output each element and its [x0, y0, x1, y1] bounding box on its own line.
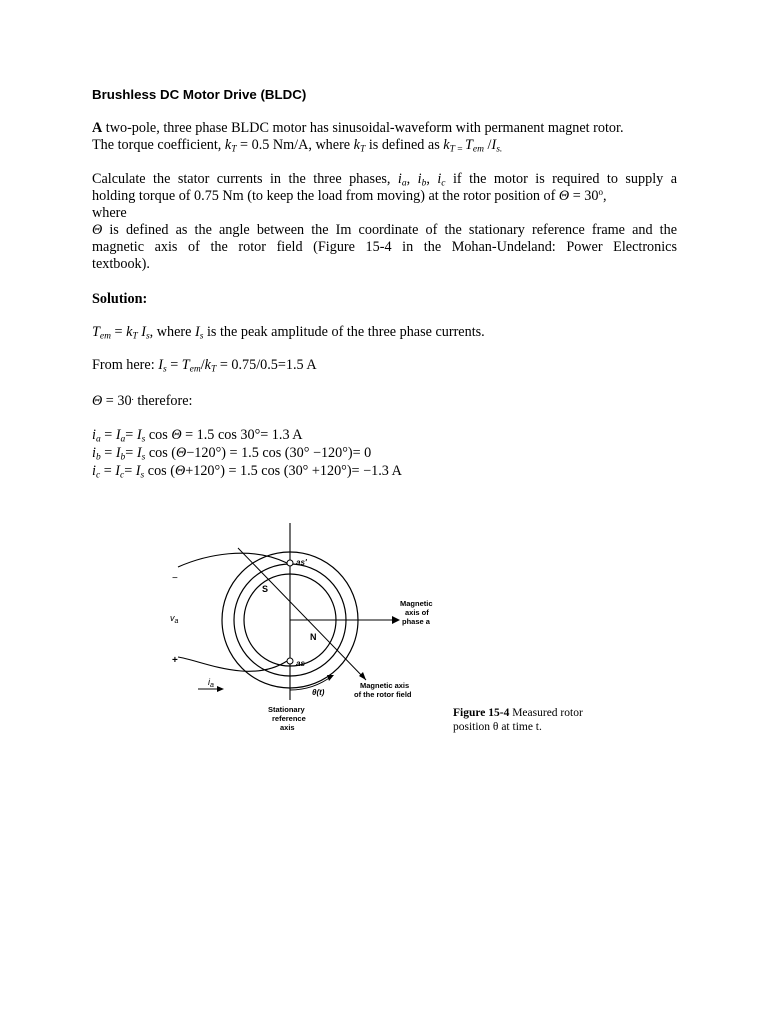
label-va-main: v — [170, 613, 175, 623]
intro-line-1-text: two-pole, three phase BLDC motor has sinusoidal-waveform with permanent magnet rotor. — [102, 120, 624, 136]
label-stationary-3: axis — [280, 723, 295, 732]
label-plus: + — [172, 655, 178, 666]
intro-line-2-c: is defined as — [365, 137, 444, 153]
phase-b-current: $i_b = I_b= I_s$ cos (Θ−120°) = 1.5 cos (30° −120°)= 0 — [92, 445, 372, 463]
question-line-2-b: = 30 — [569, 188, 599, 204]
intro-line-1 — [92, 120, 677, 137]
question-line-4-text: is defined as the angle between the Im coordinate of the stationary reference frame and the — [102, 222, 677, 238]
current-amplitude-value: = 0.75/0.5=1.5 A — [216, 357, 317, 373]
figure-caption-line-1 — [453, 706, 583, 720]
intro-paragraph — [92, 120, 677, 154]
question-line-5: magnetic axis of the rotor field (Figure 15-4 in the Mohan-Undeland: Power Electronics — [92, 239, 677, 255]
intro-lead-letter: A — [92, 120, 103, 136]
question-line-1-a: Calculate the stator currents in the three phases, — [92, 171, 398, 187]
document-heading: Brushless DC Motor Drive (BLDC) — [92, 87, 307, 102]
therefore-text: therefore: — [133, 393, 193, 409]
phase-a-value: = 1.5 cos 30°= 1.3 A — [185, 427, 303, 443]
figure-caption — [453, 706, 583, 734]
label-ia-main: i — [208, 677, 210, 687]
figure-caption-line-2: position θ at time t. — [453, 721, 542, 733]
intro-line-2: The torque coefficient, $k_T = 0.5$ Nm/A, where $k_T$ is defined as $k_{T =}$ $T_{em}$ $/I_{s.}$ — [92, 137, 503, 155]
theta-value-line: Θ = 30. therefore: — [92, 392, 193, 409]
label-theta-t: θ(t) — [312, 688, 325, 697]
label-north: N — [310, 632, 317, 642]
phase-a-current: $i_a = I_a= I_s$ cos Θ = 1.5 cos 30°= 1.3 A — [92, 427, 303, 445]
phase-b-value: ) = 1.5 cos (30° −120°)= 0 — [221, 445, 372, 461]
from-here-text: From here: — [92, 357, 159, 373]
question-line-4: Θ is defined as the angle between the Im coordinate of the stationary reference frame and the — [92, 222, 677, 238]
question-line-1-b: if the motor is required to supply a — [445, 171, 677, 187]
label-stationary-1: Stationary — [268, 705, 305, 714]
label-rotor-field-1: Magnetic axis — [360, 681, 410, 690]
current-amplitude-equation: From here: $I_s = T_{em}/k_T = 0.75/0.5=1.5$ A — [92, 357, 317, 375]
label-va-sub: a — [174, 618, 179, 625]
intro-line-2-a: The torque coefficient, — [92, 137, 225, 153]
question-paragraph — [92, 171, 677, 273]
phase-c-value: ) = 1.5 cos (30° +120°)= −1.3 A — [220, 463, 402, 479]
phase-c-current: $i_c = I_c= I_s$ cos (Θ+120°) = 1.5 cos (30° +120°)= −1.3 A — [92, 463, 402, 481]
intro-line-2-b: = 0.5 Nm/A, where — [236, 137, 354, 153]
label-minus: − — [172, 573, 178, 584]
label-as-prime: as' — [296, 558, 307, 567]
torque-equation: $T_{em} = k_T$ $I_s$, where $I_s$ is the peak amplitude of the three phase currents. — [92, 324, 485, 342]
label-magnetic-axis-phase-a-3: phase a — [402, 617, 430, 626]
label-magnetic-axis-phase-a-2: axis of — [405, 608, 429, 617]
torque-equation-tail: is the peak amplitude of the three phase currents. — [203, 324, 485, 340]
torque-equation-mid: , where — [149, 324, 195, 340]
theta-value: = 30 — [102, 393, 132, 409]
question-line-3: where — [92, 205, 127, 221]
question-line-2-a: holding torque of 0.75 Nm (to keep the load from moving) at the rotor position of — [92, 188, 559, 204]
label-as: as — [296, 659, 305, 668]
label-magnetic-axis-phase-a-1: Magnetic — [400, 599, 433, 608]
conductor-as-prime — [287, 560, 293, 566]
question-line-1: Calculate the stator currents in the three phases, $i_a$, $i_b$, $i_c$ if the motor is required to supply a — [92, 171, 677, 189]
label-south: S — [262, 584, 269, 594]
figure-caption-text-1: Measured rotor — [509, 707, 583, 719]
label-stationary-2: reference — [272, 714, 306, 723]
question-line-2: holding torque of 0.75 Nm (to keep the load from moving) at the rotor position of $\Theta = 30^o$, — [92, 187, 607, 204]
label-ia-sub: a — [210, 682, 214, 689]
figure-caption-title: Figure 15-4 — [453, 707, 510, 719]
conductor-as — [287, 658, 293, 664]
solution-label: Solution: — [92, 291, 148, 307]
question-line-6: textbook). — [92, 256, 150, 272]
label-rotor-field-2: of the rotor field — [354, 690, 412, 699]
